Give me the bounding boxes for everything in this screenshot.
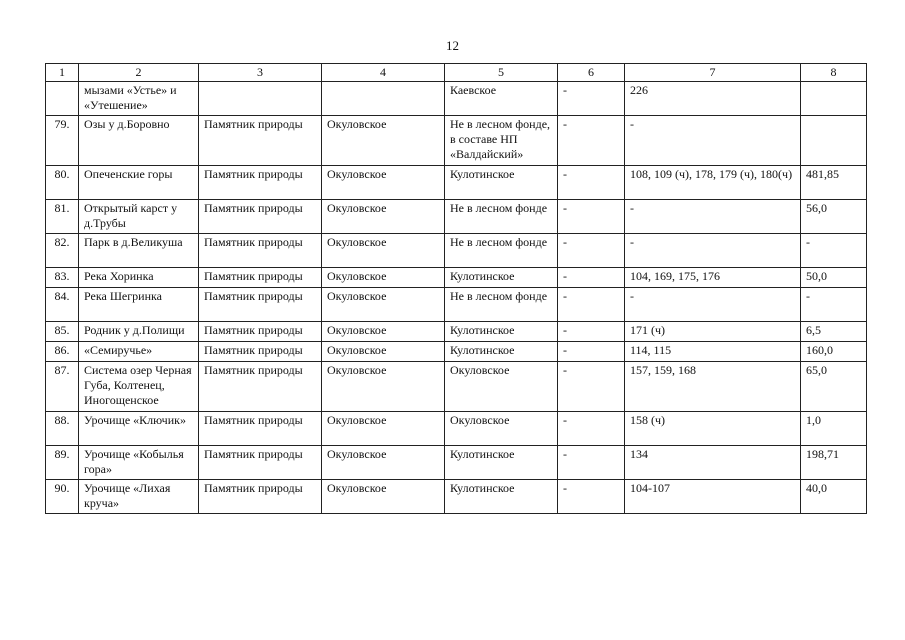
district-forestry: Каевское: [445, 82, 558, 116]
forestry-name: Окуловское: [322, 342, 445, 362]
area-value: 56,0: [801, 200, 867, 234]
quarter-numbers: 134: [625, 446, 801, 480]
object-name: Урочище «Лихая круча»: [79, 480, 199, 514]
area-value: 50,0: [801, 268, 867, 288]
table-row: [46, 288, 867, 322]
quarter-numbers: 226: [625, 82, 801, 116]
quarter-numbers: 158 (ч): [625, 412, 801, 446]
quarter-numbers: 114, 115: [625, 342, 801, 362]
column-number: 4: [322, 64, 445, 82]
object-name: Парк в д.Великуша: [79, 234, 199, 268]
column-number: 7: [625, 64, 801, 82]
area-value: 40,0: [801, 480, 867, 514]
column-number: 1: [46, 64, 79, 82]
column-6-value: -: [558, 322, 625, 342]
forestry-name: Окуловское: [322, 362, 445, 412]
page-number: 12: [446, 38, 459, 53]
district-forestry: Кулотинское: [445, 268, 558, 288]
object-type: Памятник природы: [199, 480, 322, 514]
column-6-value: -: [558, 480, 625, 514]
object-name: «Семиручье»: [79, 342, 199, 362]
forestry-name: Окуловское: [322, 116, 445, 166]
area-value: 1,0: [801, 412, 867, 446]
table-row: [46, 322, 867, 342]
column-number-row: [46, 64, 867, 82]
table-row: [46, 234, 867, 268]
column-6-value: -: [558, 234, 625, 268]
row-number: 87.: [46, 362, 79, 412]
column-6-value: -: [558, 446, 625, 480]
forestry-name: Окуловское: [322, 322, 445, 342]
district-forestry: Кулотинское: [445, 480, 558, 514]
column-6-value: -: [558, 342, 625, 362]
table-row: [46, 268, 867, 288]
table-row: [46, 166, 867, 200]
object-name: Урочище «Ключик»: [79, 412, 199, 446]
quarter-numbers: 108, 109 (ч), 178, 179 (ч), 180(ч): [625, 166, 801, 200]
object-type: Памятник природы: [199, 268, 322, 288]
quarter-numbers: -: [625, 234, 801, 268]
object-name: Река Хоринка: [79, 268, 199, 288]
object-name: Родник у д.Полищи: [79, 322, 199, 342]
district-forestry: Не в лесном фонде: [445, 234, 558, 268]
forestry-name: Окуловское: [322, 288, 445, 322]
district-forestry: Кулотинское: [445, 166, 558, 200]
district-forestry: Окуловское: [445, 362, 558, 412]
object-name: Опеченские горы: [79, 166, 199, 200]
object-name: Озы у д.Боровно: [79, 116, 199, 166]
object-type: Памятник природы: [199, 412, 322, 446]
area-value: -: [801, 234, 867, 268]
forestry-name: Окуловское: [322, 412, 445, 446]
forestry-name: Окуловское: [322, 480, 445, 514]
column-number: 6: [558, 64, 625, 82]
row-number: 90.: [46, 480, 79, 514]
column-6-value: -: [558, 116, 625, 166]
quarter-numbers: -: [625, 116, 801, 166]
quarter-numbers: 171 (ч): [625, 322, 801, 342]
forestry-name: [322, 82, 445, 116]
quarter-numbers: 157, 159, 168: [625, 362, 801, 412]
object-name: мызами «Устье» и «Утешение»: [79, 82, 199, 116]
object-name: Система озер Черная Губа, Колтенец, Иногощенское: [79, 362, 199, 412]
object-name: Открытый карст у д.Трубы: [79, 200, 199, 234]
object-type: Памятник природы: [199, 288, 322, 322]
column-6-value: -: [558, 268, 625, 288]
area-value: 65,0: [801, 362, 867, 412]
row-number: 84.: [46, 288, 79, 322]
column-number: 2: [79, 64, 199, 82]
row-number: 83.: [46, 268, 79, 288]
area-value: -: [801, 288, 867, 322]
column-number: 3: [199, 64, 322, 82]
area-value: 198,71: [801, 446, 867, 480]
column-6-value: -: [558, 412, 625, 446]
column-6-value: -: [558, 200, 625, 234]
object-type: Памятник природы: [199, 362, 322, 412]
object-type: Памятник природы: [199, 322, 322, 342]
district-forestry: Окуловское: [445, 412, 558, 446]
object-type: Памятник природы: [199, 342, 322, 362]
protected-areas-table: [45, 63, 867, 514]
row-number: 82.: [46, 234, 79, 268]
row-number: 89.: [46, 446, 79, 480]
forestry-name: Окуловское: [322, 268, 445, 288]
area-value: 6,5: [801, 322, 867, 342]
area-value: 160,0: [801, 342, 867, 362]
forestry-name: Окуловское: [322, 234, 445, 268]
row-number: 79.: [46, 116, 79, 166]
district-forestry: Не в лесном фонде: [445, 288, 558, 322]
row-number: 80.: [46, 166, 79, 200]
district-forestry: Кулотинское: [445, 342, 558, 362]
object-type: [199, 82, 322, 116]
table-row: [46, 342, 867, 362]
object-type: Памятник природы: [199, 200, 322, 234]
forestry-name: Окуловское: [322, 200, 445, 234]
row-number: 86.: [46, 342, 79, 362]
object-type: Памятник природы: [199, 116, 322, 166]
area-value: 481,85: [801, 166, 867, 200]
table-row: [46, 82, 867, 116]
forestry-name: Окуловское: [322, 446, 445, 480]
object-type: Памятник природы: [199, 234, 322, 268]
district-forestry: Не в лесном фонде: [445, 200, 558, 234]
column-6-value: -: [558, 82, 625, 116]
column-number: 8: [801, 64, 867, 82]
column-number: 5: [445, 64, 558, 82]
table-row: [46, 446, 867, 480]
table-row: [46, 116, 867, 166]
object-name: Река Шегринка: [79, 288, 199, 322]
column-6-value: -: [558, 362, 625, 412]
table-row: [46, 200, 867, 234]
row-number: 85.: [46, 322, 79, 342]
table-row: [46, 362, 867, 412]
object-name: Урочище «Кобылья гора»: [79, 446, 199, 480]
district-forestry: Не в лесном фонде, в составе НП «Валдайский»: [445, 116, 558, 166]
table-row: [46, 412, 867, 446]
table-row: [46, 480, 867, 514]
object-type: Памятник природы: [199, 446, 322, 480]
quarter-numbers: 104, 169, 175, 176: [625, 268, 801, 288]
area-value: [801, 82, 867, 116]
district-forestry: Кулотинское: [445, 446, 558, 480]
quarter-numbers: -: [625, 288, 801, 322]
quarter-numbers: -: [625, 200, 801, 234]
row-number: 88.: [46, 412, 79, 446]
row-number: [46, 82, 79, 116]
forestry-name: Окуловское: [322, 166, 445, 200]
object-type: Памятник природы: [199, 166, 322, 200]
quarter-numbers: 104-107: [625, 480, 801, 514]
column-6-value: -: [558, 288, 625, 322]
district-forestry: Кулотинское: [445, 322, 558, 342]
row-number: 81.: [46, 200, 79, 234]
area-value: [801, 116, 867, 166]
column-6-value: -: [558, 166, 625, 200]
